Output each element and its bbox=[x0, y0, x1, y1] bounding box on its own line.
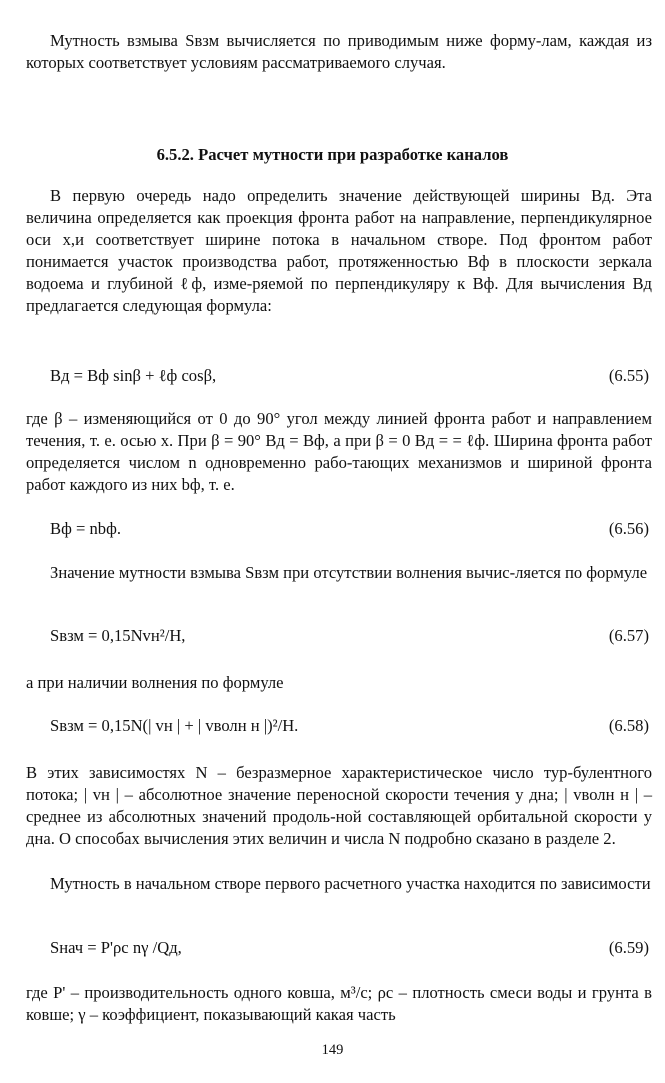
section-heading: 6.5.2. Расчет мутности при разработке каналов bbox=[156, 145, 509, 164]
formula-6-57: Sвзм = 0,15Nvн²/H, bbox=[50, 626, 186, 645]
formula-6-55: Bд = Bф sinβ + ℓф cosβ, bbox=[50, 366, 217, 385]
paragraph-beta-explanation: где β – изменяющийся от 0 до 90° угол между линией фронта работ и направлением течения, т. е. осью x. При β = 90° Bд = Bф, а при β = 0 Bд = = ℓф. Ширина фронта работ определяется числом n одновременно рабо-тающих механизмов и шириной фронта работ каждого из них bф, т. е. bbox=[26, 409, 652, 494]
paragraph-width-definition: В первую очередь надо определить значение действующей ширины Bд. Эта величина определяется как проекция фронта работ на направление, перпендикулярное оси x,и соответствует ширине потока в начальном створе. Под фронтом работ понимается участок производства работ, протяженностью Bф в плоскости зеркала водоема и глубиной ℓф, изме-ряемой по перпендикуляру к Bф. Для вычисления Bд предлагается следующая формула: bbox=[26, 186, 652, 315]
paragraph-variables: В этих зависимостях N – безразмерное характеристическое число тур-булентного потока; | vн | – абсолютное значение переносной скорости течения у дна; | vволн н | – среднее из абсолютных значений продоль-ной составляющей орбитальной скорости у дна. О способах вычисления этих величин и числа N подробно сказано в разделе 2. bbox=[26, 763, 652, 848]
formula-6-56: Bф = nbф. bbox=[50, 519, 121, 538]
paragraph-with-waves: а при наличии волнения по формуле bbox=[26, 673, 284, 692]
equation-number-6-59: (6.59) bbox=[608, 938, 649, 957]
paragraph-productivity: где P' – производительность одного ковша, м³/с; ρс – плотность смеси воды и грунта в ковше; γ – коэффициент, показывающий какая часть bbox=[26, 983, 652, 1024]
paragraph-intro: Мутность взмыва Sвзм вычисляется по приводимым ниже форму-лам, каждая из которых соответствует условиям рассматриваемого случая. bbox=[26, 31, 652, 72]
equation-number-6-56: (6.56) bbox=[608, 519, 649, 538]
equation-number-6-55: (6.55) bbox=[608, 366, 649, 385]
formula-6-59: Sнач = P'ρс nγ /Qд, bbox=[50, 938, 182, 957]
paragraph-no-waves: Значение мутности взмыва Sвзм при отсутствии волнения вычис-ляется по формуле bbox=[50, 563, 648, 582]
page-number: 149 bbox=[321, 1042, 344, 1058]
formula-6-58: Sвзм = 0,15N(| vн | + | vволн н |)²/H. bbox=[50, 716, 299, 735]
paragraph-initial-turbidity: Мутность в начальном створе первого расчетного участка находится по зависимости bbox=[50, 874, 651, 893]
equation-number-6-57: (6.57) bbox=[608, 626, 649, 645]
equation-number-6-58: (6.58) bbox=[608, 716, 649, 735]
